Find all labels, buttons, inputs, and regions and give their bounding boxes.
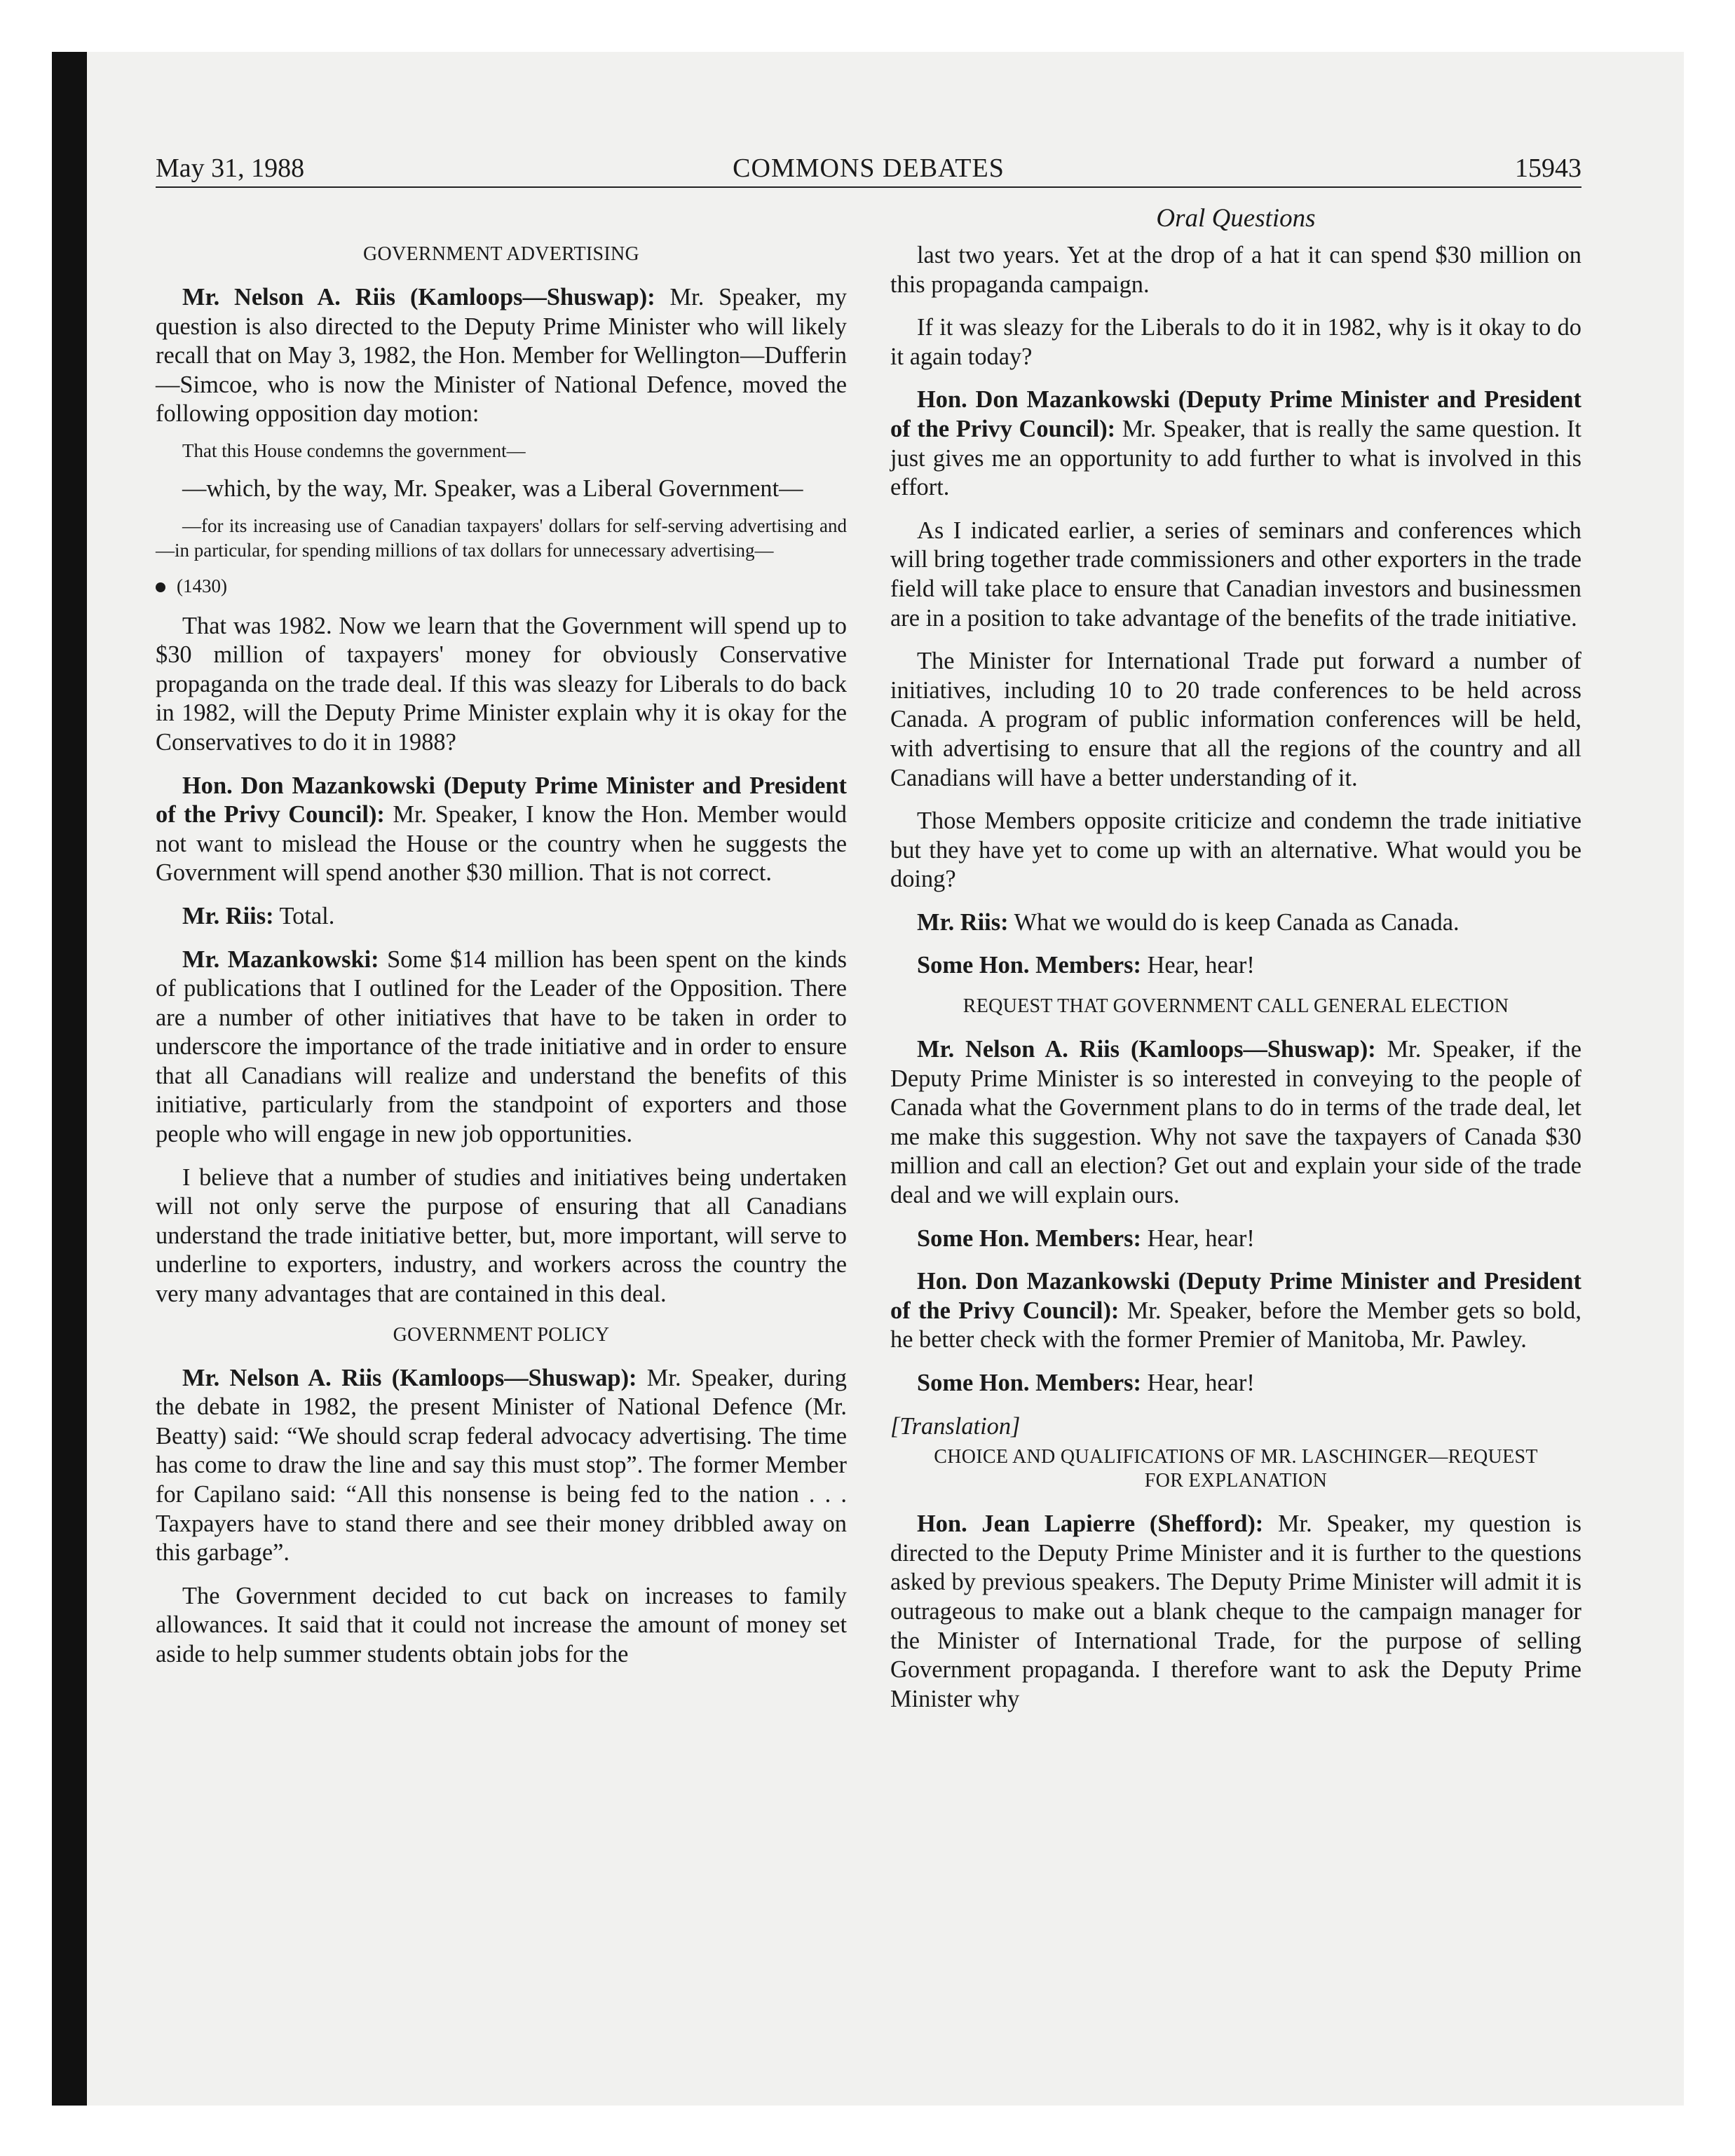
paragraph: The Minister for International Trade put forward a number of initiatives, including 10 to 20 trade conferences to be held across Canada. A program of public information conferences will be held, with advertising to ensure that all the regions of the country and all Canadians will have a better understanding of it. (890, 648, 1581, 791)
paragraph: As I indicated earlier, a series of seminars and conferences which will bring together trade commissioners and other exporters in the trade field will take place to ensure that Canadian investors and businessmen are in a position to take advantage of the benefits of the trade initiative. (890, 517, 1581, 632)
paragraph: Hon. Don Mazankowski (Deputy Prime Minister and President of the Privy Council): Mr. Speaker, before the Member gets so bold, he better check with the former Premier of Manitoba, Mr. Pawley. (890, 1268, 1581, 1353)
heading-choice-qualifications (890, 1445, 1581, 1493)
speaker: Some Hon. Members: (917, 952, 1141, 979)
paragraph: I believe that a number of studies and initiatives being undertaken will not only serve the purpose of ensuring that all Canadians understand the trade initiative better, but, more important, will serve to underline to exporters, industry, and workers across the country the very many advantages that are contained in this deal. (156, 1164, 847, 1308)
paragraph: Mr. Riis: Total. (182, 902, 335, 929)
page-header (156, 149, 1581, 188)
header-rule (156, 186, 1581, 188)
speaker: Mr. Mazankowski: (182, 946, 379, 973)
paragraph: last two years. Yet at the drop of a hat it can spend $30 million on this propaganda campaign. (890, 242, 1581, 298)
speaker: Some Hon. Members: (917, 1224, 1141, 1252)
paragraph: Mr. Riis: What we would do is keep Canada as Canada. (917, 908, 1460, 936)
paragraph: Those Members opposite criticize and condemn the trade initiative but they have yet to come up with an alternative. What would you be doing? (890, 807, 1581, 893)
speaker: Mr. Nelson A. Riis (Kamloops—Shuswap): (182, 284, 655, 311)
scan-edge-bar (52, 52, 87, 2106)
paragraph: Mr. Nelson A. Riis (Kamloops—Shuswap): Mr. Speaker, during the debate in 1982, the present Minister of National Defence (Mr. Beatty) said: “We should scrap federal advocacy advertising. The time has come to draw the line and say this must stop”. The former Member for Capilano said: “All this nonsense is being fed to the nation . . . Taxpayers have to stand there and see their money dribbled away on this garbage”. (156, 1364, 847, 1567)
paragraph: The Government decided to cut back on increases to family allowances. It said that it could not increase the amount of money set aside to help summer students obtain jobs for the (156, 1582, 847, 1667)
speaker: Mr. Nelson A. Riis (Kamloops—Shuswap): (917, 1036, 1376, 1063)
speaker: Hon. Don Mazankowski (Deputy Prime Minister and President of the Privy Council): (890, 386, 1581, 442)
right-column (890, 241, 1581, 1993)
paragraph: Hon. Don Mazankowski (Deputy Prime Minister and President of the Privy Council): Mr. Speaker, I know the Hon. Member would not want to mislead the House or the country when he suggests the Government will spend another $30 million. That is not correct. (156, 772, 847, 887)
translation-marker: [Translation] (890, 1412, 1021, 1440)
speaker: Some Hon. Members: (917, 1370, 1141, 1396)
speaker: Hon. Don Mazankowski (Deputy Prime Minister and President of the Privy Council): (890, 1268, 1581, 1324)
speaker: Mr. Riis: (917, 908, 1009, 936)
section-label: Oral Questions (1156, 204, 1316, 233)
heading-line: CHOICE AND QUALIFICATIONS OF MR. LASCHINGER—REQUEST (934, 1446, 1538, 1468)
heading-government-advertising: GOVERNMENT ADVERTISING (362, 243, 640, 265)
speaker: Hon. Jean Lapierre (Shefford): (917, 1510, 1264, 1538)
paragraph: Some Hon. Members: Hear, hear! (917, 1224, 1255, 1252)
timestamp: (1430) (156, 574, 847, 598)
speaker: Mr. Nelson A. Riis (Kamloops—Shuswap): (182, 1364, 637, 1391)
paragraph: That was 1982. Now we learn that the Government will spend up to $30 million of taxpayers' money for obviously Conservative propaganda on the trade deal. If this was sleazy for Liberals to do back in 1982, will the Deputy Prime Minister explain why it is okay for the Conservatives to do it in 1988? (156, 612, 847, 756)
heading-government-policy: GOVERNMENT POLICY (393, 1323, 610, 1346)
paragraph: Mr. Nelson A. Riis (Kamloops—Shuswap): Mr. Speaker, if the Deputy Prime Minister is so interested in conveying to the people of Canada what the Government plans to do in terms of the trade deal, let me make this suggestion. Why not save the taxpayers of Canada $30 million and call an election? Get out and explain your side of the trade deal and we will explain ours. (890, 1036, 1581, 1209)
header-date: May 31, 1988 (156, 153, 305, 183)
paragraph: Some Hon. Members: Hear, hear! (917, 1370, 1255, 1396)
speaker: Hon. Don Mazankowski (Deputy Prime Minister and President of the Privy Council): (156, 772, 847, 828)
paragraph: Hon. Don Mazankowski (Deputy Prime Minister and President of the Privy Council): Mr. Speaker, that is really the same question. It just gives me an opportunity to add further to what is involved in this effort. (890, 386, 1581, 501)
paragraph: Some Hon. Members: Hear, hear! (917, 952, 1255, 979)
left-column (156, 241, 847, 1993)
header-title: COMMONS DEBATES (733, 153, 1005, 183)
bullet-icon (156, 582, 165, 592)
paragraph: Mr. Mazankowski: Some $14 million has been spent on the kinds of publications that I outlined for the Leader of the Opposition. There are a number of other initiatives that have to be taken in order to underscore the importance of the trade initiative and in order to ensure that all Canadians will realize and understand the benefits of this initiative, particularly from the standpoint of exporters and those people who will engage in new job opportunities. (156, 946, 847, 1148)
heading-line: FOR EXPLANATION (1144, 1470, 1328, 1492)
quotation: That this House condemns the government— (182, 439, 526, 461)
header-page-number: 15943 (1515, 153, 1581, 183)
paragraph: —which, by the way, Mr. Speaker, was a Liberal Government— (182, 475, 803, 502)
paragraph: Mr. Nelson A. Riis (Kamloops—Shuswap): Mr. Speaker, my question is also directed to the Deputy Prime Minister who will likely recall that on May 3, 1982, the Hon. Member for Wellington—Dufferin—Simcoe, who is now the Minister of National Defence, moved the following opposition day motion: (156, 284, 848, 428)
heading-request-general-election: REQUEST THAT GOVERNMENT CALL GENERAL ELECTION (962, 995, 1509, 1018)
speaker: Mr. Riis: (182, 902, 274, 929)
quotation: —for its increasing use of Canadian taxpayers' dollars for self-serving advertising and—in particular, for spending millions of tax dollars for unnecessary advertising— (156, 514, 847, 561)
paragraph: If it was sleazy for the Liberals to do it in 1982, why is it okay to do it again today? (890, 314, 1581, 370)
paragraph: Hon. Jean Lapierre (Shefford): Mr. Speaker, my question is directed to the Deputy Prime Minister and it is further to the questions asked by previous speakers. The Deputy Prime Minister will admit it is outrageous to make out a blank cheque to the campaign manager for the Minister of International Trade, for the purpose of selling Government propaganda. I therefore want to ask the Deputy Prime Minister why (890, 1510, 1582, 1712)
